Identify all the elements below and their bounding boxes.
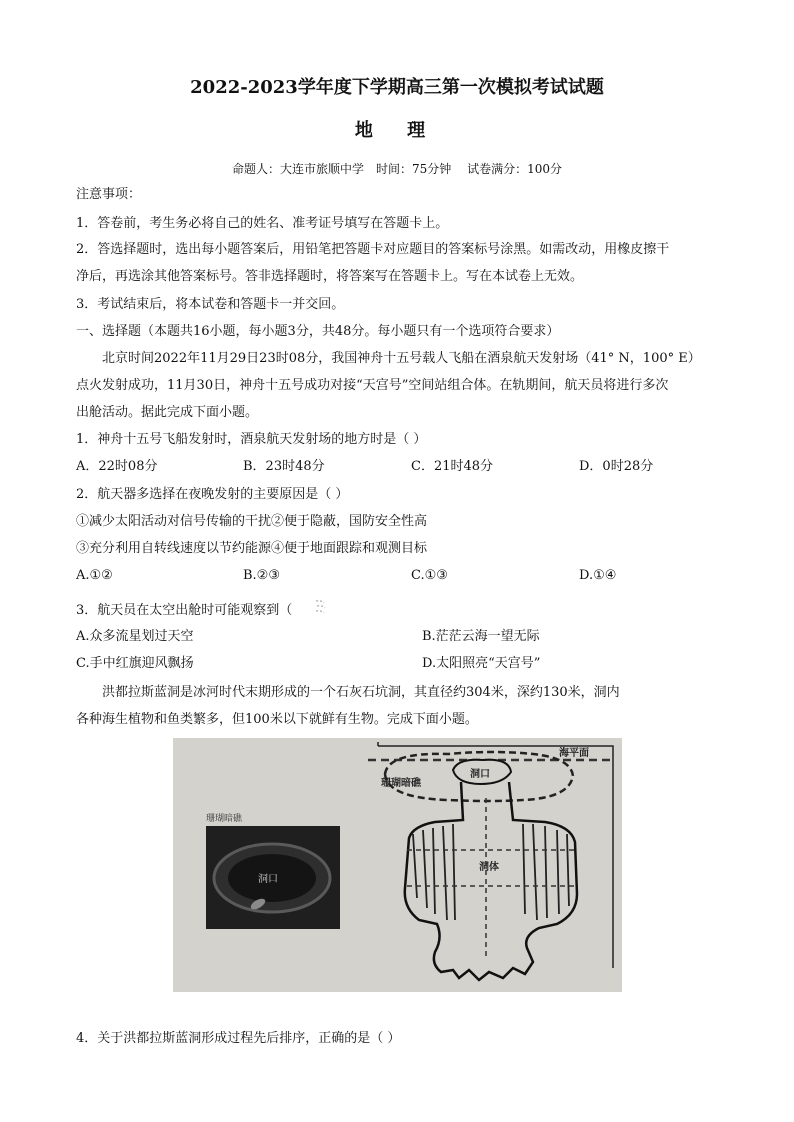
- question-2-option-b[interactable]: B.②③: [243, 568, 280, 583]
- passage2-line-2: 各种海生植物和鱼类繁多，但100米以下就鲜有生物。完成下面小题。: [76, 712, 478, 727]
- question-3-option-a[interactable]: A.众多流星划过天空: [76, 629, 194, 644]
- photo-hole-label: 洞口: [258, 874, 278, 885]
- faint-bracket-mark: [312, 598, 330, 616]
- question-3-stem: 3．航天员在太空出舱时可能观察到（: [76, 603, 293, 618]
- question-2-statements-1: ①减少太阳活动对信号传输的干扰②便于隐蔽，国防安全性高: [76, 514, 428, 529]
- question-2-stem: 2．航天器多选择在夜晚发射的主要原因是（ ）: [76, 487, 349, 502]
- notice-item-3: 3．考试结束后，将本试卷和答题卡一并交回。: [76, 297, 345, 312]
- question-2-statements-2: ③充分利用自转线速度以节约能源④便于地面跟踪和观测目标: [76, 541, 428, 556]
- passage2-line-1: 洪都拉斯蓝洞是冰河时代末期形成的一个石灰石坑洞，其直径约304米，深约130米，洞内: [102, 685, 620, 700]
- question-1-stem: 1．神舟十五号飞船发射时，酒泉航天发射场的地方时是（ ）: [76, 432, 427, 447]
- question-4-stem: 4．关于洪都拉斯蓝洞形成过程先后排序，正确的是（ ）: [76, 1031, 401, 1046]
- diagram-mouth-label: 洞口: [470, 769, 490, 780]
- subject-title: 地 理: [354, 120, 440, 141]
- exam-title: 2022-2023学年度下学期高三第一次模拟考试试题: [190, 77, 604, 98]
- notice-item-1: 1．答卷前，考生务必将自己的姓名、准考证号填写在答题卡上。: [76, 216, 449, 231]
- question-1-option-c[interactable]: C．21时48分: [411, 459, 494, 474]
- passage-line-1: 北京时间2022年11月29日23时08分，我国神舟十五号载人飞船在酒泉航天发射场（41° N，100° E）: [102, 351, 701, 366]
- question-2-option-c[interactable]: C.①③: [411, 568, 448, 583]
- blue-hole-figure: [173, 738, 622, 992]
- question-1-option-b[interactable]: B．23时48分: [243, 459, 325, 474]
- notice-heading: 注意事项：: [76, 187, 142, 202]
- question-1-option-a[interactable]: A．22时08分: [76, 459, 158, 474]
- question-2-option-d[interactable]: D.①④: [579, 568, 617, 583]
- passage-line-3: 出舱活动。据此完成下面小题。: [76, 405, 259, 420]
- diagram-body-label: 洞体: [479, 862, 499, 873]
- exam-meta: 命题人：大连市旅顺中学 时间：75分钟 试卷满分：100分: [232, 162, 562, 176]
- passage-line-2: 点火发射成功，11月30日，神舟十五号成功对接“天宫号”空间站组合体。在轨期间，航天员将进行多次: [76, 378, 669, 393]
- section-heading: 一、选择题（本题共16小题，每小题3分，共48分。每小题只有一个选项符合要求）: [76, 324, 560, 339]
- photo-caption: 珊瑚暗礁: [206, 814, 243, 824]
- diagram-sea-level-label: 海平面: [559, 748, 589, 759]
- notice-item-2-line-2: 净后，再选涂其他答案标号。答非选择题时，将答案写在答题卡上。写在本试卷上无效。: [76, 269, 584, 284]
- question-2-option-a[interactable]: A.①②: [76, 568, 113, 583]
- notice-item-2-line-1: 2．答选择题时，选出每小题答案后，用铅笔把答题卡对应题目的答案标号涂黑。如需改动，用橡皮擦干: [76, 242, 670, 257]
- question-3-option-b[interactable]: B.茫茫云海一望无际: [422, 629, 540, 644]
- question-1-option-d[interactable]: D．0时28分: [579, 459, 654, 474]
- diagram-reef-label: 珊瑚暗礁: [381, 778, 421, 789]
- question-3-option-c[interactable]: C.手中红旗迎风飘扬: [76, 656, 194, 671]
- question-3-option-d[interactable]: D.太阳照亮“天宫号”: [422, 656, 541, 671]
